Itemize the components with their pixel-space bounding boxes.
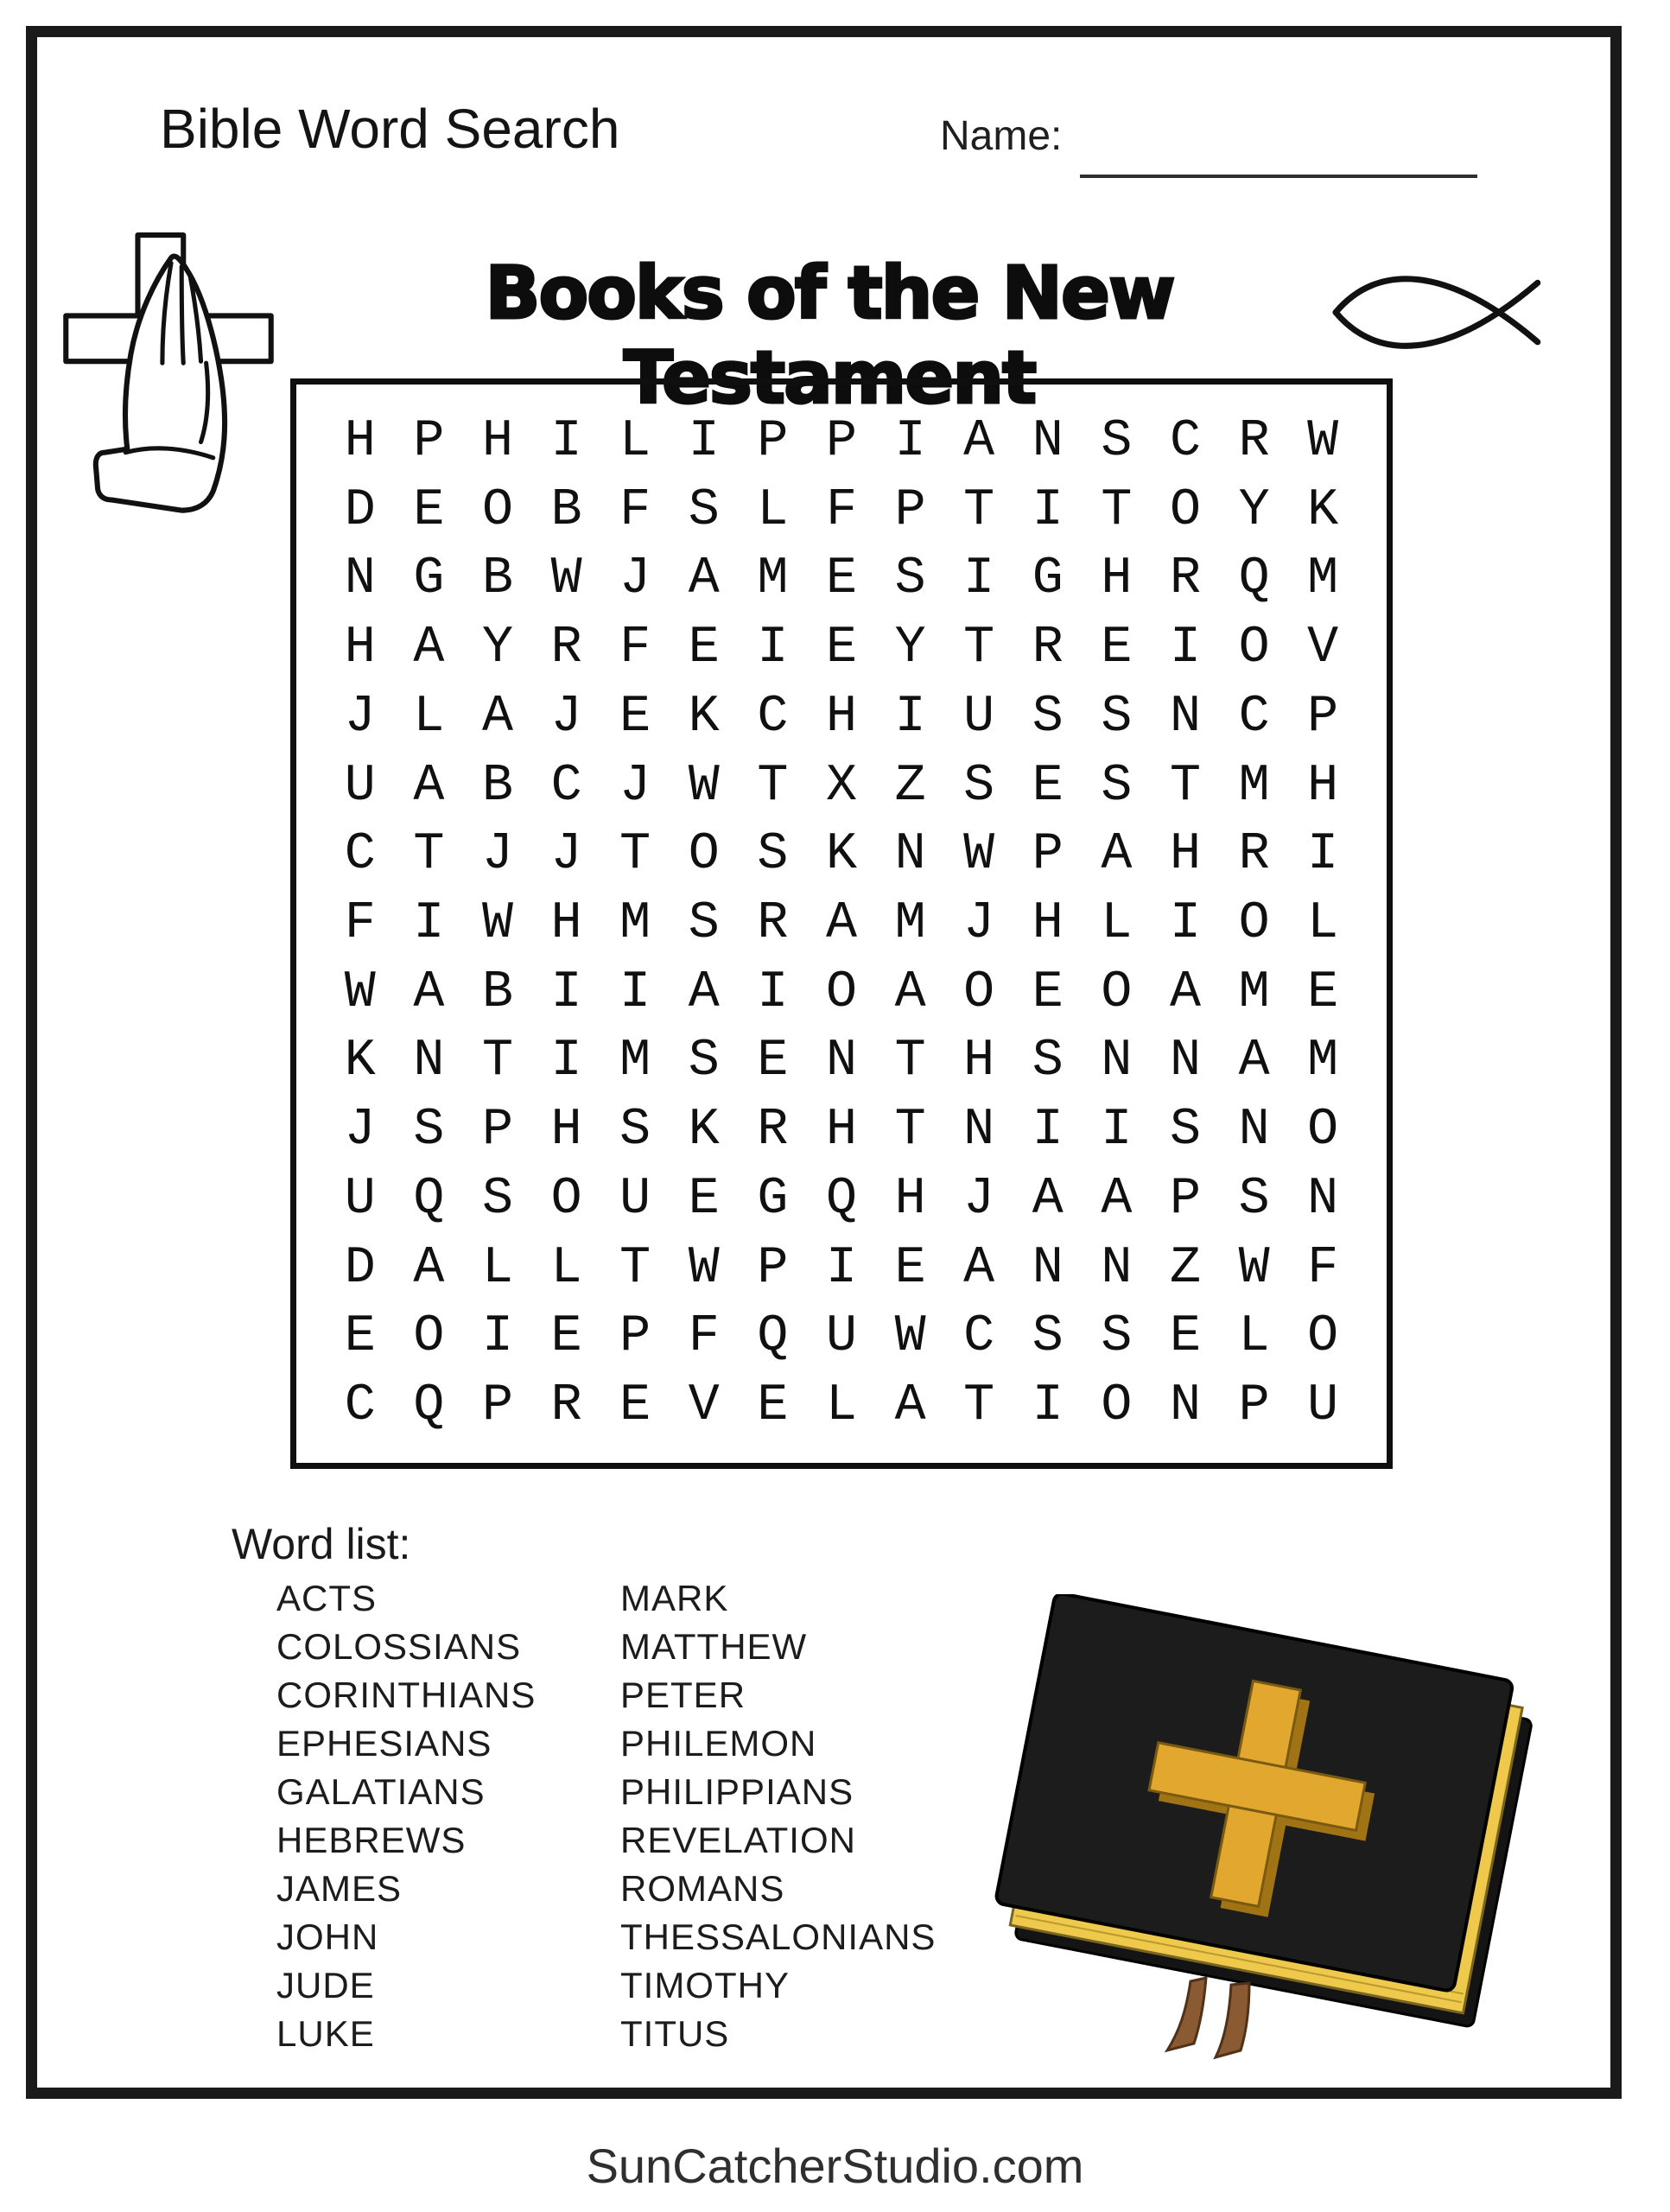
grid-cell-r13-c3[interactable]: L [481, 1238, 513, 1298]
grid-cell-r7-c14[interactable]: R [1238, 825, 1270, 885]
grid-cell-r13-c11[interactable]: N [1032, 1238, 1064, 1298]
name-label: Name: [940, 113, 1063, 159]
grid-cell-r4-c10[interactable]: T [963, 619, 995, 678]
grid-cell-r7-c6[interactable]: O [688, 825, 720, 885]
grid-cell-r2-c11[interactable]: I [1032, 480, 1064, 540]
grid-cell-r10-c11[interactable]: S [1032, 1032, 1064, 1091]
grid-cell-r14-c8[interactable]: U [825, 1307, 857, 1367]
word-list-column-2 [620, 1574, 936, 2058]
word-list-item: LUKE [276, 2013, 375, 2054]
grid-cell-r7-c4[interactable]: J [550, 825, 582, 885]
grid-cell-r1-c1[interactable]: H [344, 411, 376, 471]
grid-cell-r4-c1[interactable]: H [344, 619, 376, 678]
grid-cell-r1-c3[interactable]: H [481, 411, 513, 471]
grid-cell-r6-c1[interactable]: U [344, 756, 376, 816]
grid-cell-r10-c13[interactable]: N [1169, 1032, 1201, 1091]
grid-cell-r2-c7[interactable]: L [757, 480, 789, 540]
grid-cell-r13-c5[interactable]: T [619, 1238, 651, 1298]
grid-cell-r14-c15[interactable]: O [1307, 1307, 1339, 1367]
grid-cell-r12-c3[interactable]: S [481, 1169, 513, 1229]
grid-cell-r10-c14[interactable]: A [1238, 1032, 1270, 1091]
grid-cell-r3-c10[interactable]: I [963, 550, 995, 609]
grid-cell-r5-c9[interactable]: I [894, 687, 926, 747]
grid-cell-r1-c7[interactable]: P [757, 411, 789, 471]
grid-cell-r1-c10[interactable]: A [963, 411, 995, 471]
word-list-item: TITUS [620, 2013, 730, 2054]
grid-cell-r4-c6[interactable]: E [688, 619, 720, 678]
grid-cell-r15-c10[interactable]: T [963, 1376, 995, 1436]
grid-cell-r9-c1[interactable]: W [344, 963, 376, 1022]
grid-cell-r11-c11[interactable]: I [1032, 1101, 1064, 1160]
grid-cell-r10-c12[interactable]: N [1101, 1032, 1133, 1091]
grid-cell-r13-c12[interactable]: N [1101, 1238, 1133, 1298]
grid-cell-r3-c4[interactable]: W [550, 550, 582, 609]
grid-cell-r6-c15[interactable]: H [1307, 756, 1339, 816]
grid-cell-r13-c9[interactable]: E [894, 1238, 926, 1298]
grid-cell-r6-c9[interactable]: Z [894, 756, 926, 816]
word-list-item: ROMANS [620, 1868, 785, 1909]
word-list-item: CORINTHIANS [276, 1675, 537, 1715]
grid-cell-r2-c14[interactable]: Y [1238, 480, 1270, 540]
grid-cell-r2-c10[interactable]: T [963, 480, 995, 540]
grid-cell-r10-c10[interactable]: H [963, 1032, 995, 1091]
word-list-item: MARK [620, 1578, 729, 1618]
grid-cell-r9-c14[interactable]: M [1238, 963, 1270, 1022]
grid-cell-r7-c15[interactable]: I [1307, 825, 1339, 885]
grid-cell-r1-c11[interactable]: N [1032, 411, 1064, 471]
word-list-item: PHILIPPIANS [620, 1771, 854, 1812]
grid-cell-r10-c3[interactable]: T [481, 1032, 513, 1091]
grid-cell-r12-c11[interactable]: A [1032, 1169, 1064, 1229]
word-list-item: PETER [620, 1675, 746, 1715]
grid-cell-r6-c6[interactable]: W [688, 756, 720, 816]
grid-cell-r12-c5[interactable]: U [619, 1169, 651, 1229]
grid-cell-r9-c9[interactable]: A [894, 963, 926, 1022]
grid-cell-r4-c8[interactable]: E [825, 619, 857, 678]
grid-cell-r14-c5[interactable]: P [619, 1307, 651, 1367]
grid-cell-r1-c4[interactable]: I [550, 411, 582, 471]
page-title: Bible Word Search [160, 98, 620, 160]
grid-cell-r11-c6[interactable]: K [688, 1101, 720, 1160]
grid-cell-r9-c10[interactable]: O [963, 963, 995, 1022]
grid-cell-r10-c7[interactable]: E [757, 1032, 789, 1091]
grid-cell-r2-c15[interactable]: K [1307, 480, 1339, 540]
grid-cell-r9-c12[interactable]: O [1101, 963, 1133, 1022]
grid-cell-r4-c2[interactable]: A [413, 619, 445, 678]
word-search-grid [290, 378, 1393, 1469]
grid-cell-r3-c7[interactable]: M [757, 550, 789, 609]
grid-cell-r15-c14[interactable]: P [1238, 1376, 1270, 1436]
grid-cell-r5-c10[interactable]: U [963, 687, 995, 747]
grid-cell-r1-c2[interactable]: P [413, 411, 445, 471]
grid-cell-r13-c10[interactable]: A [963, 1238, 995, 1298]
grid-cell-r11-c12[interactable]: I [1101, 1101, 1133, 1160]
grid-cell-r3-c6[interactable]: A [688, 550, 720, 609]
grid-cell-r14-c7[interactable]: Q [757, 1307, 789, 1367]
grid-cell-r13-c4[interactable]: L [550, 1238, 582, 1298]
puzzle-title: Books of the New Testament [485, 251, 1174, 420]
grid-cell-r8-c6[interactable]: S [688, 893, 720, 953]
grid-cell-r10-c5[interactable]: M [619, 1032, 651, 1091]
grid-cell-r8-c4[interactable]: H [550, 893, 582, 953]
word-list-item: HEBREWS [276, 1820, 467, 1860]
grid-cell-r7-c5[interactable]: T [619, 825, 651, 885]
grid-cell-r8-c3[interactable]: W [481, 893, 513, 953]
grid-cell-r12-c1[interactable]: U [344, 1169, 376, 1229]
grid-cell-r12-c14[interactable]: S [1238, 1169, 1270, 1229]
grid-cell-r15-c9[interactable]: A [894, 1376, 926, 1436]
grid-cell-r9-c3[interactable]: B [481, 963, 513, 1022]
grid-cell-r2-c1[interactable]: D [344, 480, 376, 540]
grid-cell-r14-c1[interactable]: E [344, 1307, 376, 1367]
word-list-item: EPHESIANS [276, 1723, 492, 1764]
grid-cell-r7-c9[interactable]: N [894, 825, 926, 885]
grid-cell-r5-c7[interactable]: C [757, 687, 789, 747]
grid-cell-r1-c9[interactable]: I [894, 411, 926, 471]
grid-cell-r2-c8[interactable]: F [825, 480, 857, 540]
grid-cell-r15-c8[interactable]: L [825, 1376, 857, 1436]
word-list-item: THESSALONIANS [620, 1916, 937, 1957]
grid-cell-r1-c8[interactable]: P [825, 411, 857, 471]
grid-cell-r6-c8[interactable]: X [825, 756, 857, 816]
grid-cell-r4-c3[interactable]: Y [481, 619, 513, 678]
grid-cell-r5-c4[interactable]: J [550, 687, 582, 747]
grid-cell-r5-c12[interactable]: S [1101, 687, 1133, 747]
grid-cell-r15-c3[interactable]: P [481, 1376, 513, 1436]
grid-cell-r8-c8[interactable]: A [825, 893, 857, 953]
word-list-item: MATTHEW [620, 1626, 808, 1667]
grid-cell-r10-c9[interactable]: T [894, 1032, 926, 1091]
ichthys-fish-icon [1329, 259, 1564, 361]
grid-cell-r9-c6[interactable]: A [688, 963, 720, 1022]
grid-cell-r11-c15[interactable]: O [1307, 1101, 1339, 1160]
grid-cell-r3-c3[interactable]: B [481, 550, 513, 609]
grid-cell-r13-c15[interactable]: F [1307, 1238, 1339, 1298]
grid-cell-r8-c14[interactable]: O [1238, 893, 1270, 953]
grid-cell-r9-c7[interactable]: I [757, 963, 789, 1022]
grid-cell-r2-c12[interactable]: T [1101, 480, 1133, 540]
grid-cell-r5-c11[interactable]: S [1032, 687, 1064, 747]
grid-cell-r12-c4[interactable]: O [550, 1169, 582, 1229]
grid-cell-r3-c11[interactable]: G [1032, 550, 1064, 609]
grid-cell-r14-c6[interactable]: F [688, 1307, 720, 1367]
grid-cell-r6-c12[interactable]: S [1101, 756, 1133, 816]
grid-cell-r12-c10[interactable]: J [963, 1169, 995, 1229]
grid-cell-r13-c6[interactable]: W [688, 1238, 720, 1298]
grid-cell-r6-c4[interactable]: C [550, 756, 582, 816]
word-list-item: JOHN [276, 1916, 379, 1957]
grid-cell-r7-c7[interactable]: S [757, 825, 789, 885]
grid-cell-r12-c2[interactable]: Q [413, 1169, 445, 1229]
grid-cell-r14-c9[interactable]: W [894, 1307, 926, 1367]
word-list-item: PHILEMON [620, 1723, 817, 1764]
grid-cell-r9-c11[interactable]: E [1032, 963, 1064, 1022]
grid-cell-r3-c15[interactable]: M [1307, 550, 1339, 609]
grid-cell-r15-c7[interactable]: E [757, 1376, 789, 1436]
word-list-item: TIMOTHY [620, 1965, 790, 2005]
word-list-item: GALATIANS [276, 1771, 486, 1812]
grid-cell-r15-c12[interactable]: O [1101, 1376, 1133, 1436]
grid-cell-r9-c5[interactable]: I [619, 963, 651, 1022]
grid-cell-r4-c15[interactable]: V [1307, 619, 1339, 678]
grid-cell-r7-c12[interactable]: A [1101, 825, 1133, 885]
grid-cell-r8-c9[interactable]: M [894, 893, 926, 953]
grid-cell-r6-c11[interactable]: E [1032, 756, 1064, 816]
grid-cell-r5-c8[interactable]: H [825, 687, 857, 747]
bookmark-ribbons [1167, 1978, 1249, 2057]
grid-cell-r7-c11[interactable]: P [1032, 825, 1064, 885]
grid-cell-r6-c13[interactable]: T [1169, 756, 1201, 816]
grid-cell-r6-c3[interactable]: B [481, 756, 513, 816]
word-list-item: JUDE [276, 1965, 375, 2005]
grid-cell-r12-c13[interactable]: P [1169, 1169, 1201, 1229]
praying-hands-icon [48, 232, 289, 530]
grid-cell-r14-c3[interactable]: I [481, 1307, 513, 1367]
grid-cell-r5-c13[interactable]: N [1169, 687, 1201, 747]
grid-cell-r3-c14[interactable]: Q [1238, 550, 1270, 609]
grid-cell-r11-c10[interactable]: N [963, 1101, 995, 1160]
grid-cell-r8-c11[interactable]: H [1032, 893, 1064, 953]
grid-cell-r8-c13[interactable]: I [1169, 893, 1201, 953]
grid-cell-r13-c13[interactable]: Z [1169, 1238, 1201, 1298]
word-list-item: COLOSSIANS [276, 1626, 522, 1667]
grid-cell-r5-c15[interactable]: P [1307, 687, 1339, 747]
grid-cell-r1-c13[interactable]: C [1169, 411, 1201, 471]
grid-cell-r6-c5[interactable]: J [619, 756, 651, 816]
grid-cell-r7-c8[interactable]: K [825, 825, 857, 885]
grid-cell-r3-c2[interactable]: G [413, 550, 445, 609]
grid-cell-r11-c1[interactable]: J [344, 1101, 376, 1160]
grid-cell-r10-c8[interactable]: N [825, 1032, 857, 1091]
grid-cell-r15-c1[interactable]: C [344, 1376, 376, 1436]
grid-cell-r4-c9[interactable]: Y [894, 619, 926, 678]
grid-cell-r11-c14[interactable]: N [1238, 1101, 1270, 1160]
grid-cell-r13-c14[interactable]: W [1238, 1238, 1270, 1298]
grid-cell-r11-c7[interactable]: R [757, 1101, 789, 1160]
name-input-line[interactable] [1080, 130, 1477, 178]
grid-cell-r5-c14[interactable]: C [1238, 687, 1270, 747]
grid-cell-r1-c15[interactable]: W [1307, 411, 1339, 471]
grid-cell-r14-c13[interactable]: E [1169, 1307, 1201, 1367]
grid-cell-r2-c13[interactable]: O [1169, 480, 1201, 540]
grid-cell-r1-c14[interactable]: R [1238, 411, 1270, 471]
grid-cell-r10-c4[interactable]: I [550, 1032, 582, 1091]
grid-cell-r4-c13[interactable]: I [1169, 619, 1201, 678]
grid-cell-r8-c2[interactable]: I [413, 893, 445, 953]
grid-cell-r4-c11[interactable]: R [1032, 619, 1064, 678]
grid-cell-r5-c2[interactable]: L [413, 687, 445, 747]
grid-cell-r7-c2[interactable]: T [413, 825, 445, 885]
grid-cell-r14-c11[interactable]: S [1032, 1307, 1064, 1367]
grid-cell-r9-c13[interactable]: A [1169, 963, 1201, 1022]
grid-cell-r2-c4[interactable]: B [550, 480, 582, 540]
word-list-label: Word list: [232, 1520, 411, 1568]
grid-cell-r10-c15[interactable]: M [1307, 1032, 1339, 1091]
grid-cell-r8-c10[interactable]: J [963, 893, 995, 953]
grid-cell-r13-c2[interactable]: A [413, 1238, 445, 1298]
grid-cell-r6-c14[interactable]: M [1238, 756, 1270, 816]
grid-cell-r9-c8[interactable]: O [825, 963, 857, 1022]
word-list-column-1 [276, 1574, 536, 2058]
grid-cell-r4-c12[interactable]: E [1101, 619, 1133, 678]
grid-cell-r15-c13[interactable]: N [1169, 1376, 1201, 1436]
grid-cell-r9-c15[interactable]: E [1307, 963, 1339, 1022]
grid-cell-r15-c2[interactable]: Q [413, 1376, 445, 1436]
grid-cell-r15-c11[interactable]: I [1032, 1376, 1064, 1436]
grid-cell-r3-c8[interactable]: E [825, 550, 857, 609]
bible-with-cross-illustration [976, 1594, 1564, 2078]
grid-cell-r2-c3[interactable]: O [481, 480, 513, 540]
grid-cell-r11-c13[interactable]: S [1169, 1101, 1201, 1160]
grid-cell-r4-c5[interactable]: F [619, 619, 651, 678]
grid-cell-r10-c1[interactable]: K [344, 1032, 376, 1091]
grid-cell-r5-c3[interactable]: A [481, 687, 513, 747]
grid-cell-r3-c1[interactable]: N [344, 550, 376, 609]
grid-cell-r7-c1[interactable]: C [344, 825, 376, 885]
grid-cell-r9-c4[interactable]: I [550, 963, 582, 1022]
grid-cell-r12-c9[interactable]: H [894, 1169, 926, 1229]
grid-cell-r12-c15[interactable]: N [1307, 1169, 1339, 1229]
grid-cell-r12-c7[interactable]: G [757, 1169, 789, 1229]
grid-cell-r4-c7[interactable]: I [757, 619, 789, 678]
grid-cell-r1-c6[interactable]: I [688, 411, 720, 471]
grid-cell-r12-c6[interactable]: E [688, 1169, 720, 1229]
grid-cell-r4-c4[interactable]: R [550, 619, 582, 678]
grid-cell-r14-c10[interactable]: C [963, 1307, 995, 1367]
grid-cell-r1-c5[interactable]: L [619, 411, 651, 471]
grid-cell-r15-c6[interactable]: V [688, 1376, 720, 1436]
grid-cell-r11-c4[interactable]: H [550, 1101, 582, 1160]
grid-cell-r15-c5[interactable]: E [619, 1376, 651, 1436]
grid-cell-r14-c12[interactable]: S [1101, 1307, 1133, 1367]
grid-cell-r11-c5[interactable]: S [619, 1101, 651, 1160]
grid-cell-r3-c5[interactable]: J [619, 550, 651, 609]
grid-cell-r1-c12[interactable]: S [1101, 411, 1133, 471]
grid-cell-r10-c2[interactable]: N [413, 1032, 445, 1091]
grid-cell-r3-c13[interactable]: R [1169, 550, 1201, 609]
grid-cell-r6-c10[interactable]: S [963, 756, 995, 816]
grid-cell-r12-c8[interactable]: Q [825, 1169, 857, 1229]
grid-cell-r5-c6[interactable]: K [688, 687, 720, 747]
grid-cell-r8-c1[interactable]: F [344, 893, 376, 953]
grid-cell-r11-c8[interactable]: H [825, 1101, 857, 1160]
grid-cell-r11-c9[interactable]: T [894, 1101, 926, 1160]
grid-cell-r2-c5[interactable]: F [619, 480, 651, 540]
grid-cell-r8-c5[interactable]: M [619, 893, 651, 953]
grid-cell-r9-c2[interactable]: A [413, 963, 445, 1022]
grid-cell-r7-c13[interactable]: H [1169, 825, 1201, 885]
grid-cell-r7-c3[interactable]: J [481, 825, 513, 885]
word-list-item: REVELATION [620, 1820, 856, 1860]
grid-cell-r13-c1[interactable]: D [344, 1238, 376, 1298]
grid-cell-r5-c1[interactable]: J [344, 687, 376, 747]
grid-cell-r5-c5[interactable]: E [619, 687, 651, 747]
grid-cell-r6-c2[interactable]: A [413, 756, 445, 816]
word-list-item: ACTS [276, 1578, 378, 1618]
grid-cell-r4-c14[interactable]: O [1238, 619, 1270, 678]
footer-credit: SunCatcherStudio.com [586, 2139, 1084, 2193]
grid-cell-r13-c7[interactable]: P [757, 1238, 789, 1298]
grid-cell-r11-c3[interactable]: P [481, 1101, 513, 1160]
grid-cell-r2-c9[interactable]: P [894, 480, 926, 540]
grid-cell-r2-c6[interactable]: S [688, 480, 720, 540]
grid-cell-r15-c4[interactable]: R [550, 1376, 582, 1436]
grid-cell-r10-c6[interactable]: S [688, 1032, 720, 1091]
word-list-item: JAMES [276, 1868, 403, 1909]
grid-cell-r14-c2[interactable]: O [413, 1307, 445, 1367]
grid-cell-r3-c9[interactable]: S [894, 550, 926, 609]
grid-cell-r8-c15[interactable]: L [1307, 893, 1339, 953]
grid-cell-r15-c15[interactable]: U [1307, 1376, 1339, 1436]
grid-cell-r3-c12[interactable]: H [1101, 550, 1133, 609]
grid-cell-r13-c8[interactable]: I [825, 1238, 857, 1298]
grid-cell-r12-c12[interactable]: A [1101, 1169, 1133, 1229]
grid-cell-r8-c12[interactable]: L [1101, 893, 1133, 953]
grid-cell-r6-c7[interactable]: T [757, 756, 789, 816]
grid-cell-r7-c10[interactable]: W [963, 825, 995, 885]
grid-cell-r8-c7[interactable]: R [757, 893, 789, 953]
grid-cell-r11-c2[interactable]: S [413, 1101, 445, 1160]
grid-cell-r14-c4[interactable]: E [550, 1307, 582, 1367]
grid-cell-r2-c2[interactable]: E [413, 480, 445, 540]
grid-cell-r14-c14[interactable]: L [1238, 1307, 1270, 1367]
